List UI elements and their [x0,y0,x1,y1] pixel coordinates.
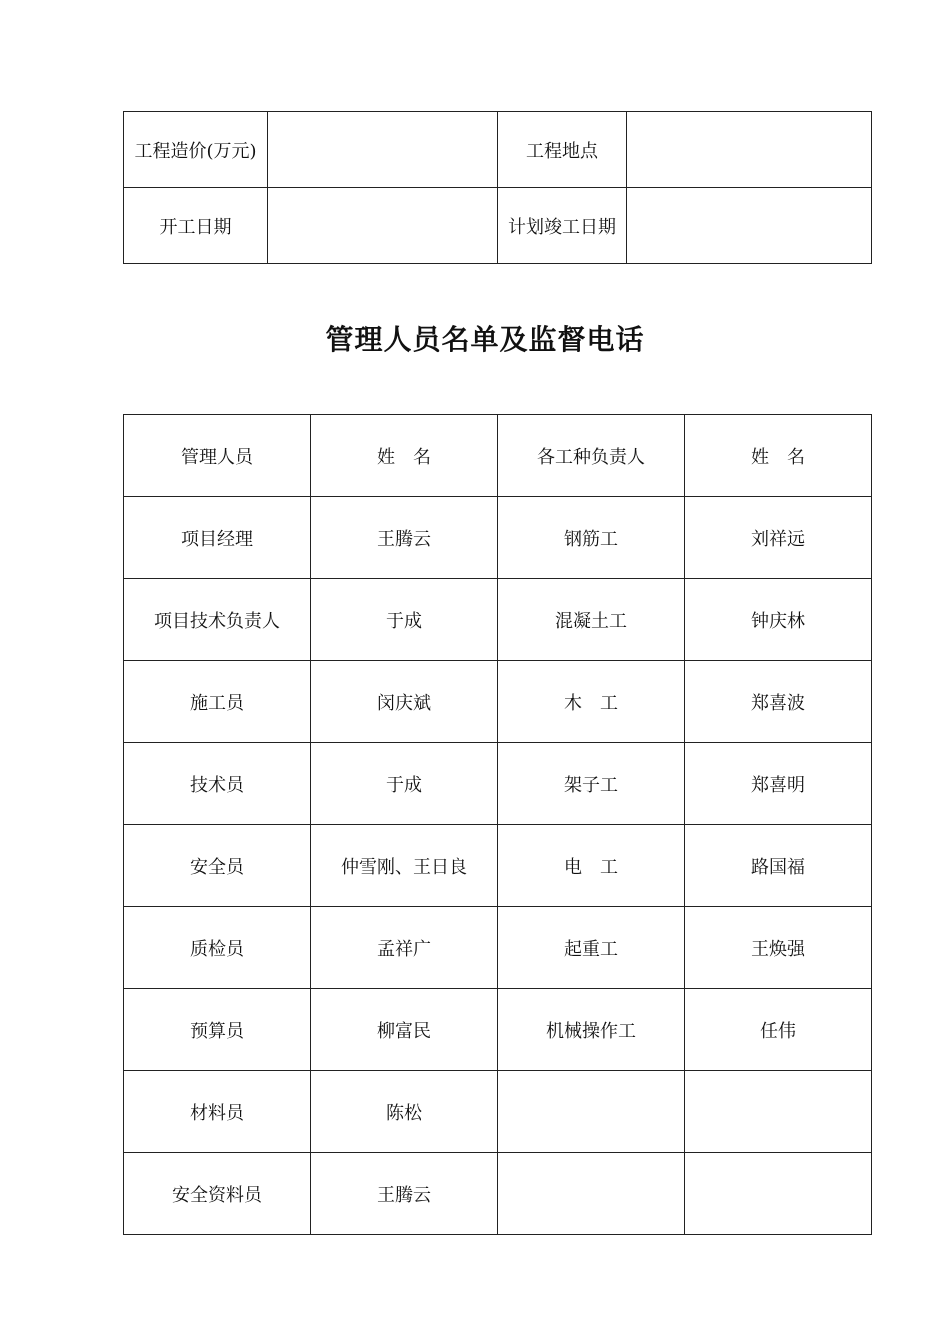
trade: 木 工 [498,661,685,743]
trade-lead-name: 路国福 [685,825,872,907]
header-manager-name: 姓 名 [311,415,498,497]
start-date-label: 开工日期 [124,188,268,264]
roster-header-row [124,415,872,497]
trade-lead-name: 钟庆林 [685,579,872,661]
roster-row [124,1071,872,1153]
roster-row [124,1153,872,1235]
manager-role: 安全资料员 [124,1153,311,1235]
roster-row [124,497,872,579]
trade-lead-name [685,1153,872,1235]
roster-title: 管理人员名单及监督电话 [325,323,645,356]
manager-name: 仲雪刚、王日良 [311,825,498,907]
trade [498,1071,685,1153]
trade: 机械操作工 [498,989,685,1071]
manager-name: 于成 [311,743,498,825]
manager-role: 项目经理 [124,497,311,579]
roster-row [124,661,872,743]
trade: 架子工 [498,743,685,825]
manager-name: 柳富民 [311,989,498,1071]
roster-row [124,907,872,989]
roster-row [124,579,872,661]
manager-name: 闵庆斌 [311,661,498,743]
manager-role: 质检员 [124,907,311,989]
project-info-row [124,188,872,264]
header-trade-lead: 各工种负责人 [498,415,685,497]
trade [498,1153,685,1235]
trade: 电 工 [498,825,685,907]
roster-row [124,743,872,825]
trade-lead-name: 郑喜明 [685,743,872,825]
manager-name: 王腾云 [311,1153,498,1235]
trade-lead-name: 王焕强 [685,907,872,989]
manager-name: 孟祥广 [311,907,498,989]
manager-role: 预算员 [124,989,311,1071]
manager-role: 项目技术负责人 [124,579,311,661]
manager-role: 材料员 [124,1071,311,1153]
manager-name: 于成 [311,579,498,661]
manager-role: 施工员 [124,661,311,743]
trade: 起重工 [498,907,685,989]
location-value [627,112,872,188]
header-manager-role: 管理人员 [124,415,311,497]
trade-lead-name: 任伟 [685,989,872,1071]
trade-lead-name: 郑喜波 [685,661,872,743]
start-date-value [268,188,498,264]
planned-completion-value [627,188,872,264]
manager-role: 技术员 [124,743,311,825]
manager-name: 陈松 [311,1071,498,1153]
roster-table [123,414,872,1235]
location-label: 工程地点 [498,112,627,188]
project-info-row [124,112,872,188]
manager-name: 王腾云 [311,497,498,579]
project-info-table [123,111,872,264]
trade-lead-name: 刘祥远 [685,497,872,579]
manager-role: 安全员 [124,825,311,907]
cost-value [268,112,498,188]
header-trade-name: 姓 名 [685,415,872,497]
roster-row [124,989,872,1071]
trade: 混凝土工 [498,579,685,661]
trade-lead-name [685,1071,872,1153]
trade: 钢筋工 [498,497,685,579]
cost-label: 工程造价(万元) [124,112,268,188]
roster-row [124,825,872,907]
planned-completion-label: 计划竣工日期 [498,188,627,264]
